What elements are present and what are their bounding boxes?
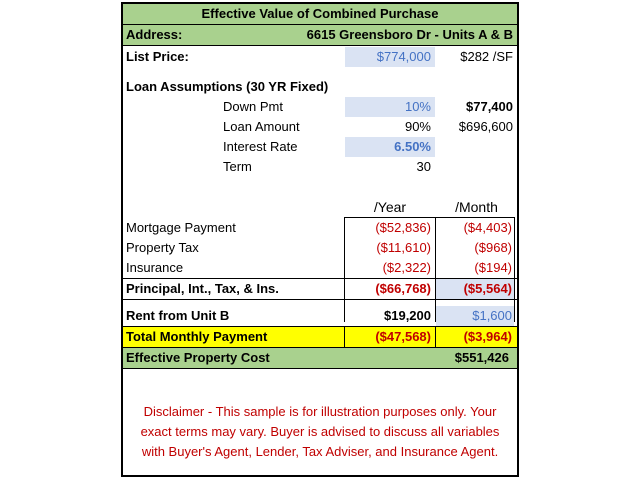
- purchase-worksheet: [121, 2, 519, 477]
- mortgage-row: [123, 218, 517, 238]
- rent-label: Rent from Unit B: [126, 308, 230, 323]
- term-label: Term: [223, 159, 252, 174]
- price-per-sf: $282 /SF: [460, 49, 513, 64]
- loan-heading-row: [123, 77, 517, 97]
- interest-rate-value: 6.50%: [345, 137, 435, 157]
- loan-amount-pct: 90%: [404, 119, 431, 134]
- property-tax-label: Property Tax: [126, 240, 199, 255]
- total-payment-year: ($47,568): [375, 329, 431, 344]
- total-payment-month: ($3,964): [463, 329, 512, 344]
- down-pmt-row: [123, 97, 517, 117]
- year-column-header: /Year: [373, 199, 407, 215]
- loan-heading: Loan Assumptions (30 YR Fixed): [126, 79, 329, 94]
- rent-row: [123, 306, 517, 326]
- insurance-month: ($194): [474, 260, 512, 275]
- effective-cost-value: $551,426: [454, 350, 509, 365]
- address-label: Address:: [126, 27, 183, 42]
- loan-amount-row: [123, 117, 517, 137]
- rent-year: $19,200: [384, 308, 431, 323]
- effective-cost-row: [123, 348, 517, 368]
- down-pmt-pct: 10%: [345, 97, 435, 117]
- insurance-row: [123, 258, 517, 278]
- piti-year: ($66,768): [375, 281, 431, 296]
- address-row: [123, 25, 517, 45]
- piti-label: Principal, Int., Tax, & Ins.: [126, 281, 279, 296]
- interest-rate-row: [123, 137, 517, 157]
- interest-rate-label: Interest Rate: [223, 139, 298, 154]
- month-column-header: /Month: [455, 199, 498, 215]
- down-pmt-label: Down Pmt: [223, 99, 283, 114]
- column-header-row: [123, 197, 517, 217]
- mortgage-year: ($52,836): [375, 220, 431, 235]
- property-tax-year: ($11,610): [376, 240, 431, 255]
- title-row: [123, 4, 517, 24]
- insurance-label: Insurance: [126, 260, 184, 275]
- term-value: 30: [416, 159, 431, 174]
- list-price-value: $774,000: [345, 47, 435, 67]
- disclaimer: [127, 402, 513, 462]
- mortgage-month: ($4,403): [463, 220, 512, 235]
- disclaimer-line-1: Disclaimer - This sample is for illustration purposes only. Your: [143, 404, 497, 419]
- disclaimer-line-2: exact terms may vary. Buyer is advised to discuss all variables: [140, 424, 500, 439]
- mortgage-label: Mortgage Payment: [126, 220, 236, 235]
- term-row: [123, 157, 517, 177]
- total-payment-row: [123, 327, 517, 347]
- piti-row: [123, 279, 517, 299]
- total-payment-label: Total Monthly Payment: [126, 329, 268, 344]
- loan-amount-value: $696,600: [458, 119, 513, 134]
- rent-month: $1,600: [436, 306, 514, 326]
- list-price-row: [123, 47, 517, 67]
- effective-cost-label: Effective Property Cost: [126, 350, 270, 365]
- insurance-year: ($2,322): [382, 260, 431, 275]
- address-value: 6615 Greensboro Dr - Units A & B: [306, 27, 513, 42]
- list-price-label: List Price:: [126, 49, 189, 64]
- down-pmt-amount: $77,400: [466, 99, 513, 114]
- loan-amount-label: Loan Amount: [223, 119, 300, 134]
- worksheet-title: Effective Value of Combined Purchase: [201, 6, 439, 21]
- property-tax-row: [123, 238, 517, 258]
- disclaimer-line-3: with Buyer's Agent, Lender, Tax Adviser, and Insurance Agent.: [141, 444, 499, 459]
- piti-month: ($5,564): [436, 279, 514, 299]
- property-tax-month: ($968): [474, 240, 512, 255]
